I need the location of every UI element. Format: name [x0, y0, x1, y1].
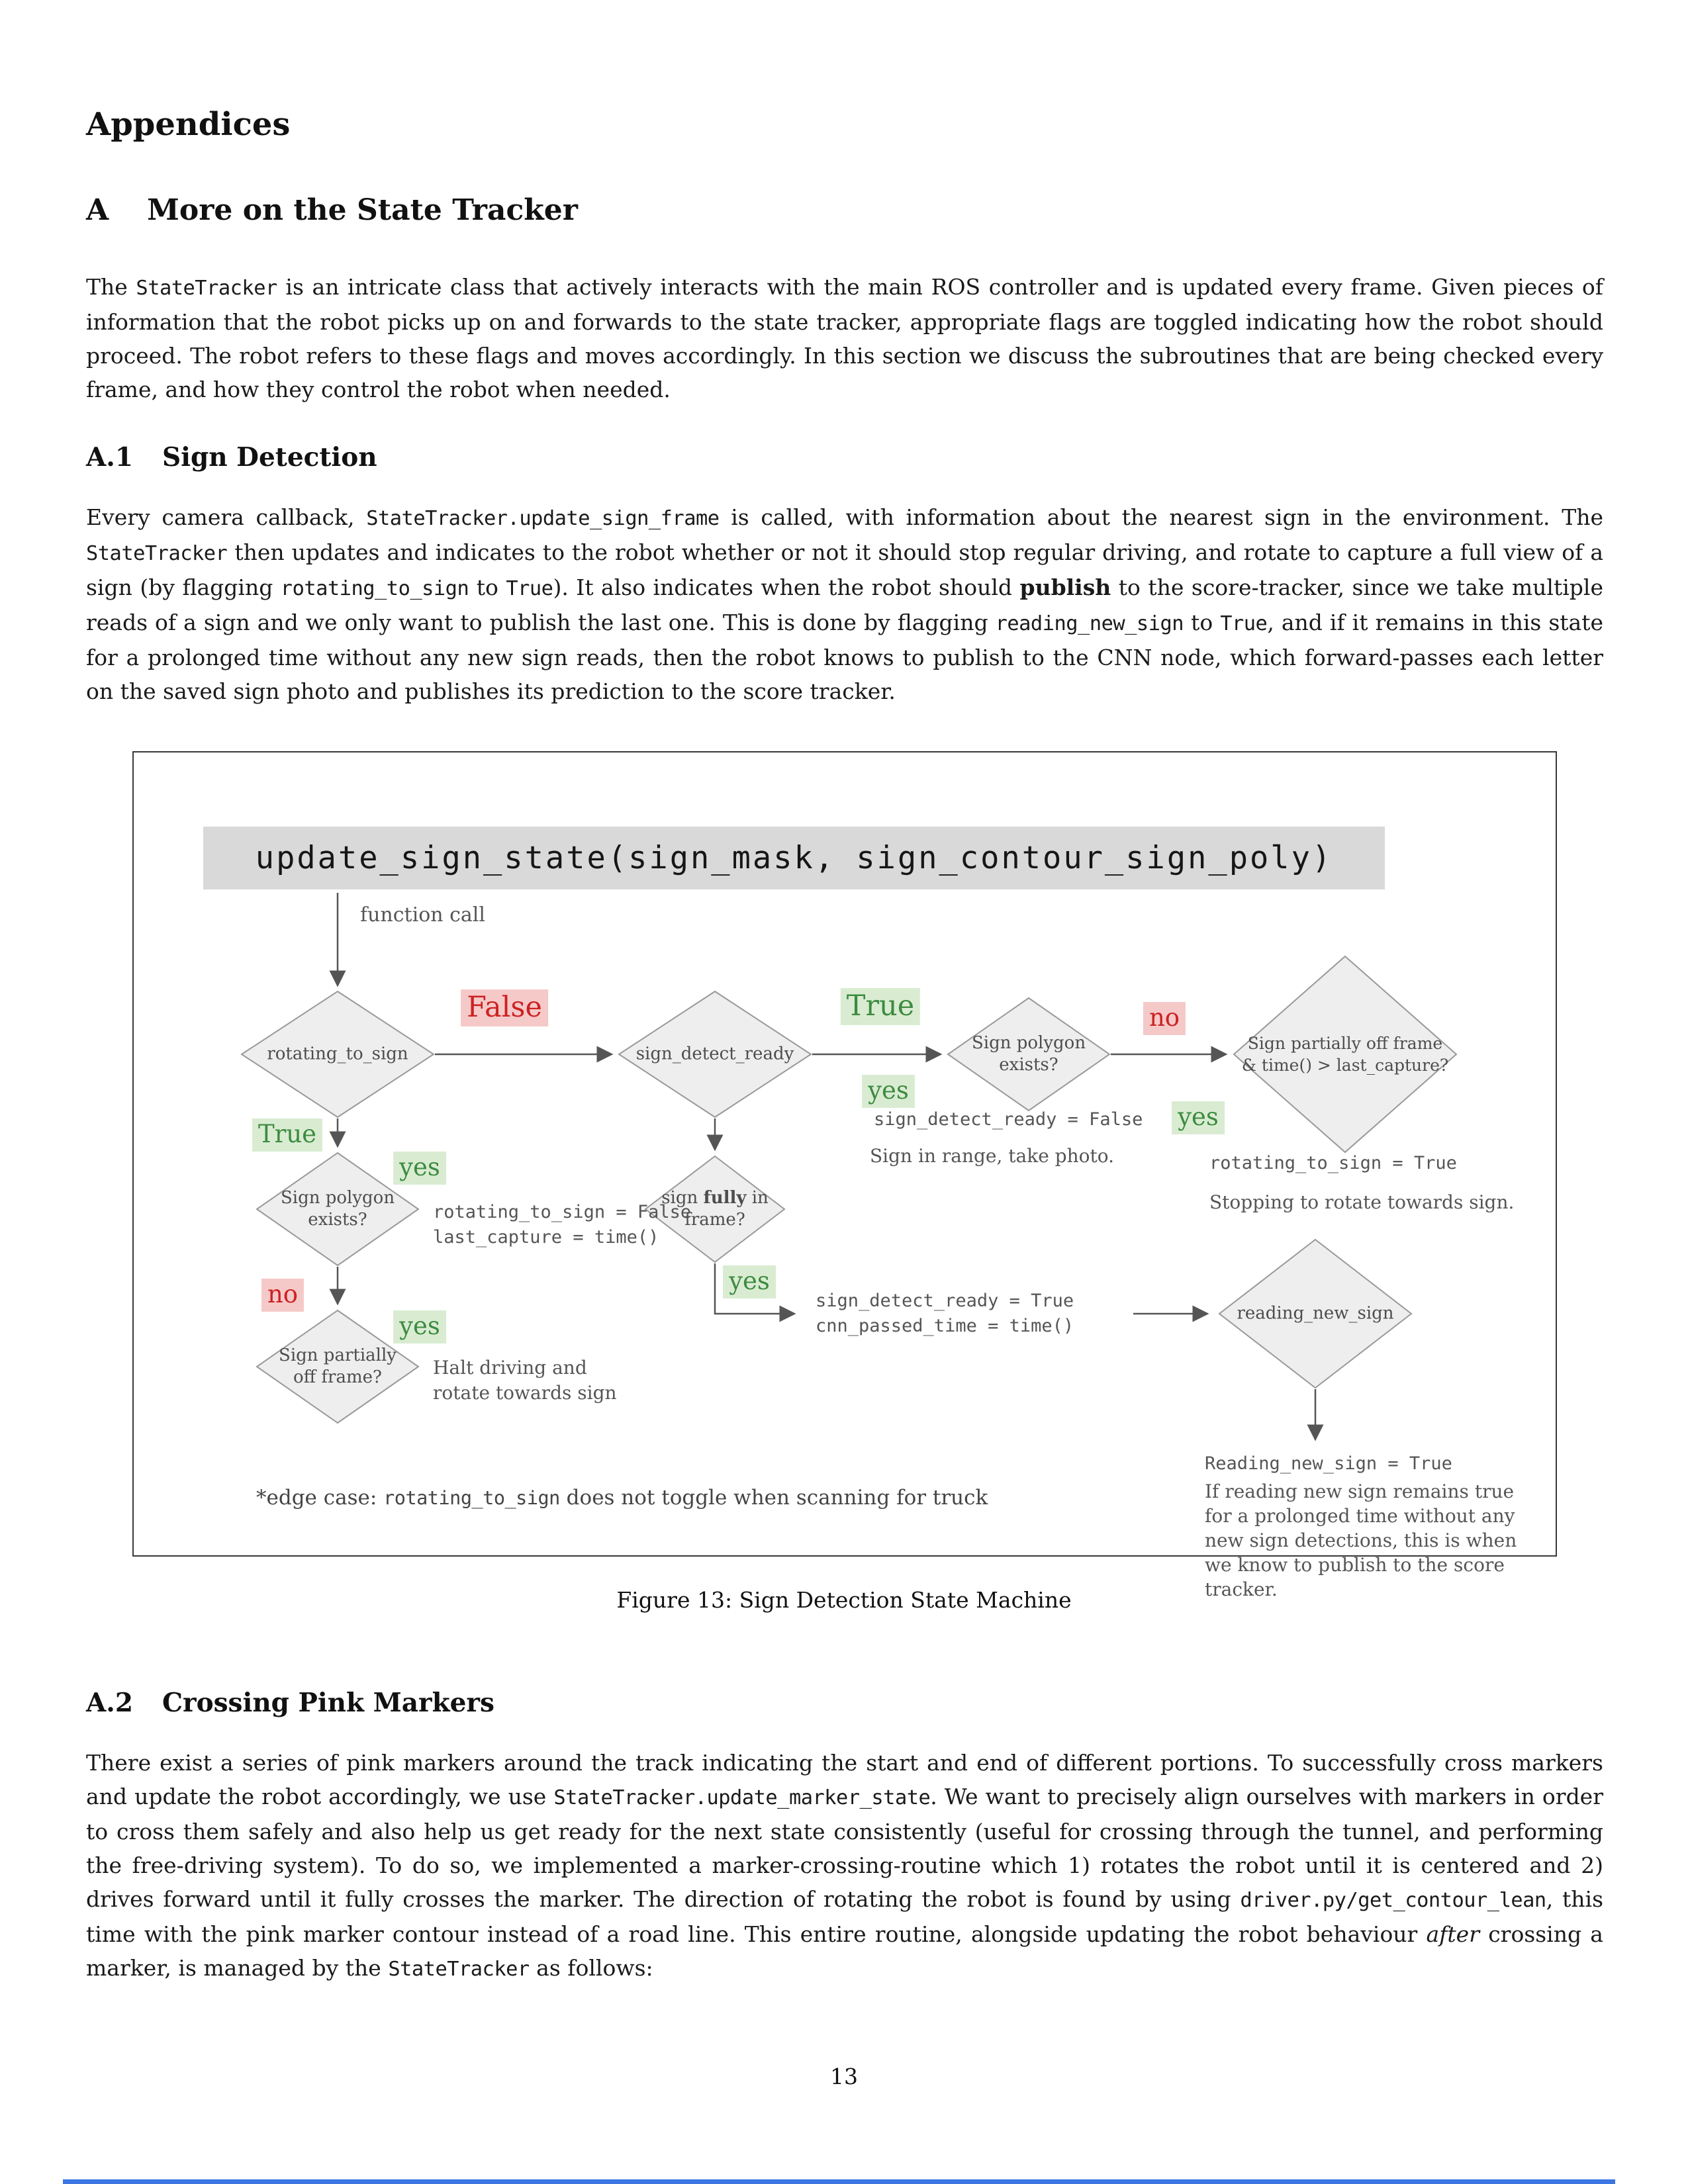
ann-d8-note: If reading new sign remains true for a prolonged time without any new sign detections, this is when we know to publish to the score tracker. — [1205, 1480, 1517, 1600]
a1-paragraph: Every camera callback, StateTracker.update_sign_frame is called, with information about the nearest sign in the environment. The StateTracker then updates and indicates to the robot whether or not it should stop regular driving, and rotate to capture a full view of a sign (by flagging rotating_to_sign to True). It also indicates when the robot should publish to the score-tracker, since we take multiple reads of a sign and we only want to publish the last one. This is done by flagging reading_new_sign to True, and if it remains in this state for a prolonged time without any new sign reads, then the robot knows to publish to the CNN node, which forward-passes each letter on the saved sign photo and publishes its prediction to the score tracker. — [86, 504, 1604, 704]
a1-number: A.1 — [86, 442, 133, 473]
node-reading-new-sign — [1219, 1240, 1411, 1388]
node-sign-detect-ready — [619, 991, 811, 1117]
ann-d7-code-1: sign_detect_ready = True — [816, 1291, 1074, 1311]
ann-d4-note: Stopping to rotate towards sign. — [1209, 1191, 1515, 1213]
ann-d3-code: sign_detect_ready = False — [874, 1109, 1143, 1130]
badge-no-top: no — [1143, 1002, 1186, 1035]
a1-title: Sign Detection — [162, 442, 377, 473]
function-call-label: function call — [360, 903, 485, 927]
badge-yes-d6: yes — [393, 1310, 446, 1343]
badge-yes-d5: yes — [393, 1152, 446, 1185]
label-sign-polygon-exists-top: Sign polygon exists? — [971, 1033, 1086, 1075]
a2-number: A.2 — [86, 1688, 133, 1718]
ann-d5-code-2: last_capture = time() — [433, 1227, 659, 1248]
section-a-title: More on the State Tracker — [147, 193, 578, 227]
badge-yes-d3: yes — [862, 1075, 915, 1108]
appendices-heading: Appendices — [86, 106, 291, 143]
node-sign-partially-off-frame-time — [1234, 956, 1456, 1152]
label-sign-partially-off-frame: Sign partially off frame? — [279, 1345, 397, 1387]
badge-yes-d4: yes — [1172, 1101, 1225, 1134]
label-sign-polygon-exists-left: Sign polygon exists? — [280, 1188, 395, 1230]
bottom-blue-bar — [63, 2179, 1615, 2184]
label-sign-detect-ready: sign_detect_ready — [635, 1044, 794, 1064]
label-rotating-to-sign: rotating_to_sign — [267, 1044, 408, 1064]
figure-code-header: update_sign_state(sign_mask, sign_contour_sign_poly) — [203, 827, 1385, 889]
badge-true-top: True — [841, 988, 920, 1025]
a2-paragraph: There exist a series of pink markers around the track indicating the start and end of different portions. To successfully cross markers and update the robot accordingly, we use StateTracker.update_marker_state. We want to precisely align ourselves with markers in order to cross them safely and also help us get ready for the next state consistently (useful for crossing through the tunnel, and performing the free-driving system). To do so, we implemented a marker-crossing-routine which 1) rotates the robot until it is centered and 2) drives forward until it fully crosses the marker. The direction of rotating the robot is found by using driver.py/get_contour_lean, this time with the pink marker contour instead of a road line. This entire routine, alongside updating the robot behaviour after crossing a marker, is managed by the StateTracker as follows: — [86, 1750, 1604, 1981]
badge-yes-d7: yes — [723, 1265, 776, 1298]
a1-heading — [86, 442, 377, 473]
ann-d3-note: Sign in range, take photo. — [870, 1145, 1115, 1167]
badge-false-top: False — [461, 989, 548, 1026]
a2-heading — [86, 1688, 494, 1718]
label-sign-partially-off-frame-time: Sign partially off frame & time() > last_capture? — [1241, 1034, 1449, 1075]
label-sign-fully-in-frame: sign fully in frame? — [661, 1188, 769, 1230]
section-a-heading — [86, 193, 578, 227]
badge-true-left: True — [252, 1118, 322, 1152]
ann-d4-code: rotating_to_sign = True — [1209, 1153, 1457, 1173]
ann-d7-code-2: cnn_passed_time = time() — [816, 1316, 1074, 1336]
intro-paragraph: The StateTracker is an intricate class that actively interacts with the main ROS controller and is updated every frame. Given pieces of information that the robot picks up on and forwards to the state tracker, appropriate flags are toggled indicating how the robot should proceed. The robot refers to these flags and moves accordingly. In this section we discuss the subroutines that are being checked every frame, and how they control the robot when needed. — [86, 274, 1603, 402]
section-a-number: A — [86, 193, 109, 227]
edge-case-note: *edge case: rotating_to_sign does not toggle when scanning for truck — [256, 1486, 988, 1510]
badge-no-d5: no — [261, 1279, 304, 1312]
page-number: 13 — [830, 2064, 858, 2089]
ann-d8-code: Reading_new_sign = True — [1205, 1453, 1452, 1474]
ann-d6-note-2: rotate towards sign — [433, 1382, 617, 1404]
node-rotating-to-sign — [242, 991, 434, 1117]
label-reading-new-sign: reading_new_sign — [1237, 1303, 1394, 1324]
ann-d5-code-1: rotating_to_sign = False — [433, 1202, 692, 1222]
node-sign-polygon-exists-top — [948, 998, 1109, 1111]
figure-caption: Figure 13: Sign Detection State Machine — [616, 1587, 1072, 1613]
a2-title: Crossing Pink Markers — [162, 1688, 494, 1718]
ann-d6-note-1: Halt driving and — [433, 1357, 587, 1379]
